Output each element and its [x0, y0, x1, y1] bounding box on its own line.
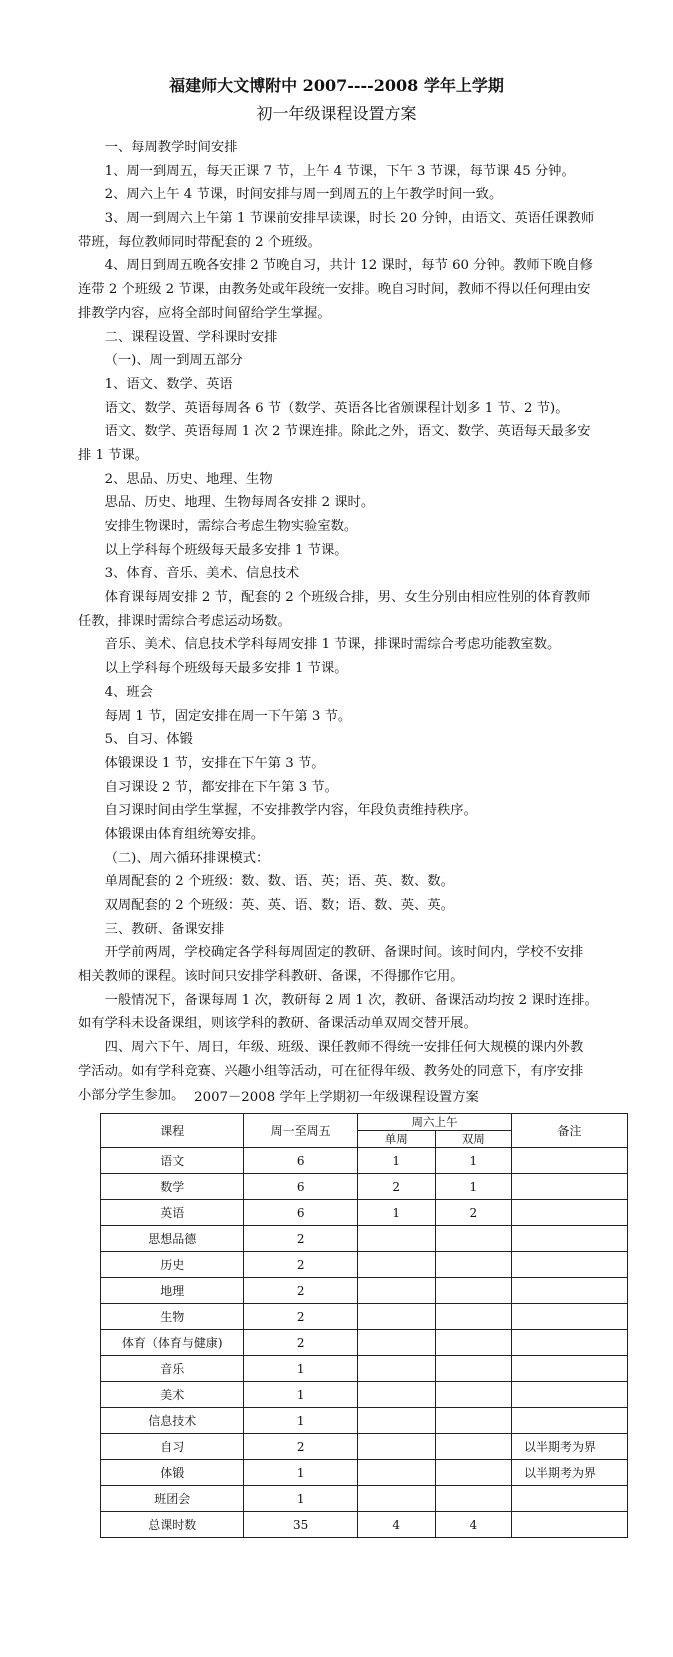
table-row — [101, 1356, 628, 1382]
cell-course: 班团会 — [101, 1486, 244, 1512]
cell-single-week — [357, 1408, 435, 1434]
paragraph-line: 一般情况下，备课每周 1 次，教研每 2 周 1 次，教研、备课活动均按 2 课时连排。 — [104, 992, 598, 1008]
table-row — [101, 1148, 628, 1174]
table-row — [101, 1382, 628, 1408]
paragraph-line: 排教学内容，应将全部时间留给学生掌握。 — [78, 305, 331, 321]
header-single-week: 单周 — [357, 1131, 435, 1148]
cell-course: 历史 — [101, 1252, 244, 1278]
course-table — [100, 1113, 628, 1538]
cell-weekday: 2 — [244, 1252, 358, 1278]
paragraph-line: 带班，每位教师同时带配套的 2 个班级。 — [78, 234, 321, 250]
cell-weekday: 1 — [244, 1486, 358, 1512]
cell-note: 以半期考为界 — [512, 1434, 628, 1460]
cell-double-week — [435, 1382, 511, 1408]
table-caption: 2007－2008 学年上学期初一年级课程设置方案 — [194, 1090, 479, 1105]
table-row — [101, 1460, 628, 1486]
paragraph-line: 排 1 节课。 — [78, 447, 149, 463]
cell-course: 自习 — [101, 1434, 244, 1460]
paragraph-line: 5、自习、体锻 — [104, 732, 193, 748]
cell-course: 体育（体育与健康) — [101, 1330, 244, 1356]
cell-single-week: 2 — [357, 1174, 435, 1200]
paragraph-line: 以上学科每个班级每天最多安排 1 节课。 — [104, 661, 348, 677]
cell-note — [512, 1174, 628, 1200]
paragraph-line: （一)、周一到周五部分 — [104, 353, 243, 369]
cell-single-week — [357, 1252, 435, 1278]
paragraph-line: 单周配套的 2 个班级：数、数、语、英；语、英、数、数。 — [104, 874, 454, 890]
cell-weekday: 2 — [244, 1330, 358, 1356]
paragraph-line: 开学前两周，学校确定各学科每周固定的教研、备课时间。该时间内，学校不安排 — [104, 945, 584, 961]
cell-note — [512, 1304, 628, 1330]
cell-double-week: 2 — [435, 1200, 511, 1226]
cell-note — [512, 1486, 628, 1512]
cell-weekday: 1 — [244, 1460, 358, 1486]
paragraph-line: 以上学科每个班级每天最多安排 1 节课。 — [104, 542, 348, 558]
cell-single-week — [357, 1486, 435, 1512]
cell-double-week — [435, 1434, 511, 1460]
table-row — [101, 1278, 628, 1304]
table-row — [101, 1486, 628, 1512]
paragraph-line: 四、周六下午、周日，年级、班级、课任教师不得统一安排任何大规模的课内外教 — [104, 1040, 584, 1056]
cell-weekday: 2 — [244, 1434, 358, 1460]
cell-weekday: 2 — [244, 1226, 358, 1252]
paragraph-line: 安排生物课时，需综合考虑生物实验室数。 — [104, 519, 358, 534]
paragraph-line: 如有学科未设备课组，则该学科的教研、备课活动单双周交替开展。 — [78, 1016, 477, 1032]
table-body — [101, 1148, 628, 1538]
cell-single-week — [357, 1382, 435, 1408]
table-row — [101, 1200, 628, 1226]
cell-course: 音乐 — [101, 1356, 244, 1382]
paragraph-line: 学活动。如有学科竞赛、兴趣小组等活动，可在征得年级、教务处的同意下，有序安排 — [78, 1063, 584, 1079]
cell-single-week — [357, 1356, 435, 1382]
cell-note: 以半期考为界 — [512, 1460, 628, 1486]
paragraph-line: 3、周一到周六上午第 1 节课前安排早读课，时长 20 分钟，由语文、英语任课教师 — [104, 211, 595, 227]
cell-course: 语文 — [101, 1148, 244, 1174]
cell-course: 思想品德 — [101, 1226, 244, 1252]
table-row — [101, 1226, 628, 1252]
cell-double-week — [435, 1460, 511, 1486]
cell-weekday: 35 — [244, 1512, 358, 1538]
cell-weekday: 6 — [244, 1148, 358, 1174]
cell-double-week — [435, 1330, 511, 1356]
cell-weekday: 1 — [244, 1356, 358, 1382]
cell-single-week — [357, 1226, 435, 1252]
paragraph-line: 任教，排课时需综合考虑运动场数。 — [78, 613, 291, 629]
cell-course: 体锻 — [101, 1460, 244, 1486]
paragraph-line: 体育课每周安排 2 节，配套的 2 个班级合排，男、女生分别由相应性别的体育教师 — [104, 590, 591, 606]
cell-double-week — [435, 1486, 511, 1512]
cell-weekday: 1 — [244, 1408, 358, 1434]
cell-course: 信息技术 — [101, 1408, 244, 1434]
paragraph-line: 思品、历史、地理、生物每周各安排 2 课时。 — [104, 495, 375, 511]
header-note: 备注 — [512, 1114, 628, 1148]
cell-double-week — [435, 1226, 511, 1252]
cell-double-week: 1 — [435, 1148, 511, 1174]
paragraph-line: 语文、数学、英语每周 1 次 2 节课连排。除此之外，语文、数学、英语每天最多安 — [104, 424, 591, 440]
cell-course: 总课时数 — [101, 1512, 244, 1538]
paragraph-line: 自习课设 2 节，都安排在下午第 3 节。 — [104, 779, 338, 795]
cell-course: 美术 — [101, 1382, 244, 1408]
table-row — [101, 1512, 628, 1538]
paragraph-line: （二)、周六循环排课模式： — [104, 850, 270, 866]
cell-double-week — [435, 1252, 511, 1278]
paragraph-line: 2、思品、历史、地理、生物 — [104, 471, 273, 487]
cell-note — [512, 1330, 628, 1356]
header-course: 课程 — [101, 1114, 244, 1148]
header-double-week: 双周 — [435, 1131, 511, 1148]
paragraph-line: 2、周六上午 4 节课，时间安排与周一到周五的上午教学时间一致。 — [104, 187, 503, 203]
cell-note — [512, 1356, 628, 1382]
cell-single-week: 4 — [357, 1512, 435, 1538]
cell-double-week — [435, 1356, 511, 1382]
paragraph-line: 双周配套的 2 个班级：英、英、语、数；语、数、英、英。 — [104, 898, 454, 913]
paragraph-line: 自习课时间由学生掌握，不安排教学内容，年段负责维持秩序。 — [104, 803, 477, 819]
cell-single-week — [357, 1330, 435, 1356]
paragraph-line: 每周 1 节，固定安排在周一下午第 3 节。 — [104, 708, 352, 724]
paragraph-line: 4、周日到周五晚各安排 2 节晚自习，共计 12 课时，每节 60 分钟。教师下晚自修 — [104, 258, 593, 274]
cell-weekday: 2 — [244, 1304, 358, 1330]
paragraph-line: 语文、数学、英语每周各 6 节（数学、英语各比省颁课程计划多 1 节、2 节)。 — [104, 400, 569, 416]
cell-double-week: 1 — [435, 1174, 511, 1200]
paragraph-line: 相关教师的课程。该时间只安排学科教研、备课，不得挪作它用。 — [78, 969, 464, 985]
table-row — [101, 1252, 628, 1278]
cell-note — [512, 1408, 628, 1434]
cell-note — [512, 1278, 628, 1304]
cell-course: 生物 — [101, 1304, 244, 1330]
paragraph-line: 1、语文、数学、英语 — [104, 376, 233, 392]
cell-note — [512, 1252, 628, 1278]
cell-weekday: 1 — [244, 1382, 358, 1408]
cell-single-week: 1 — [357, 1148, 435, 1174]
cell-single-week — [357, 1304, 435, 1330]
paragraph-line: 三、教研、备课安排 — [104, 921, 225, 937]
paragraph-line: 一、每周教学时间安排 — [104, 140, 238, 155]
paragraph-line: 体锻课设 1 节，安排在下午第 3 节。 — [104, 755, 325, 771]
cell-course: 数学 — [101, 1174, 244, 1200]
table-row — [101, 1304, 628, 1330]
paragraph-line: 音乐、美术、信息技术学科每周安排 1 节课，排课时需综合考虑功能教室数。 — [104, 637, 561, 653]
cell-single-week: 1 — [357, 1200, 435, 1226]
cell-note — [512, 1226, 628, 1252]
cell-weekday: 2 — [244, 1278, 358, 1304]
cell-course: 英语 — [101, 1200, 244, 1226]
cell-single-week — [357, 1460, 435, 1486]
table-row — [101, 1174, 628, 1200]
paragraph-line: 二、课程设置、学科课时安排 — [104, 329, 278, 345]
cell-double-week — [435, 1304, 511, 1330]
document-subtitle: 初一年级课程设置方案 — [256, 104, 417, 123]
paragraph-line: 连带 2 个班级 2 节课，由教务处或年段统一安排。晚自习时间，教师不得以任何理由安 — [78, 282, 591, 298]
paragraph-line: 4、班会 — [104, 684, 153, 700]
table-header-row — [101, 1114, 628, 1131]
table-row — [101, 1330, 628, 1356]
cell-double-week — [435, 1408, 511, 1434]
cell-single-week — [357, 1434, 435, 1460]
cell-weekday: 6 — [244, 1200, 358, 1226]
cell-note — [512, 1382, 628, 1408]
document-body — [78, 136, 630, 1107]
cell-note — [512, 1200, 628, 1226]
paragraph-line: 3、体育、音乐、美术、信息技术 — [104, 566, 300, 582]
document-title: 福建师大文博附中 2007----2008 学年上学期 — [169, 76, 504, 95]
header-saturday: 周六上午 — [357, 1114, 511, 1131]
cell-single-week — [357, 1278, 435, 1304]
paragraph-line: 小部分学生参加。 — [78, 1087, 185, 1103]
header-weekday: 周一至周五 — [244, 1114, 358, 1148]
cell-note — [512, 1512, 628, 1538]
cell-weekday: 6 — [244, 1174, 358, 1200]
paragraph-line: 1、周一到周五，每天正课 7 节，上午 4 节课，下午 3 节课，每节课 45 分钟。 — [104, 163, 575, 179]
cell-note — [512, 1148, 628, 1174]
cell-double-week — [435, 1278, 511, 1304]
table-row — [101, 1408, 628, 1434]
cell-course: 地理 — [101, 1278, 244, 1304]
table-row — [101, 1434, 628, 1460]
cell-double-week: 4 — [435, 1512, 511, 1538]
paragraph-line: 体锻课由体育组统筹安排。 — [104, 826, 265, 842]
